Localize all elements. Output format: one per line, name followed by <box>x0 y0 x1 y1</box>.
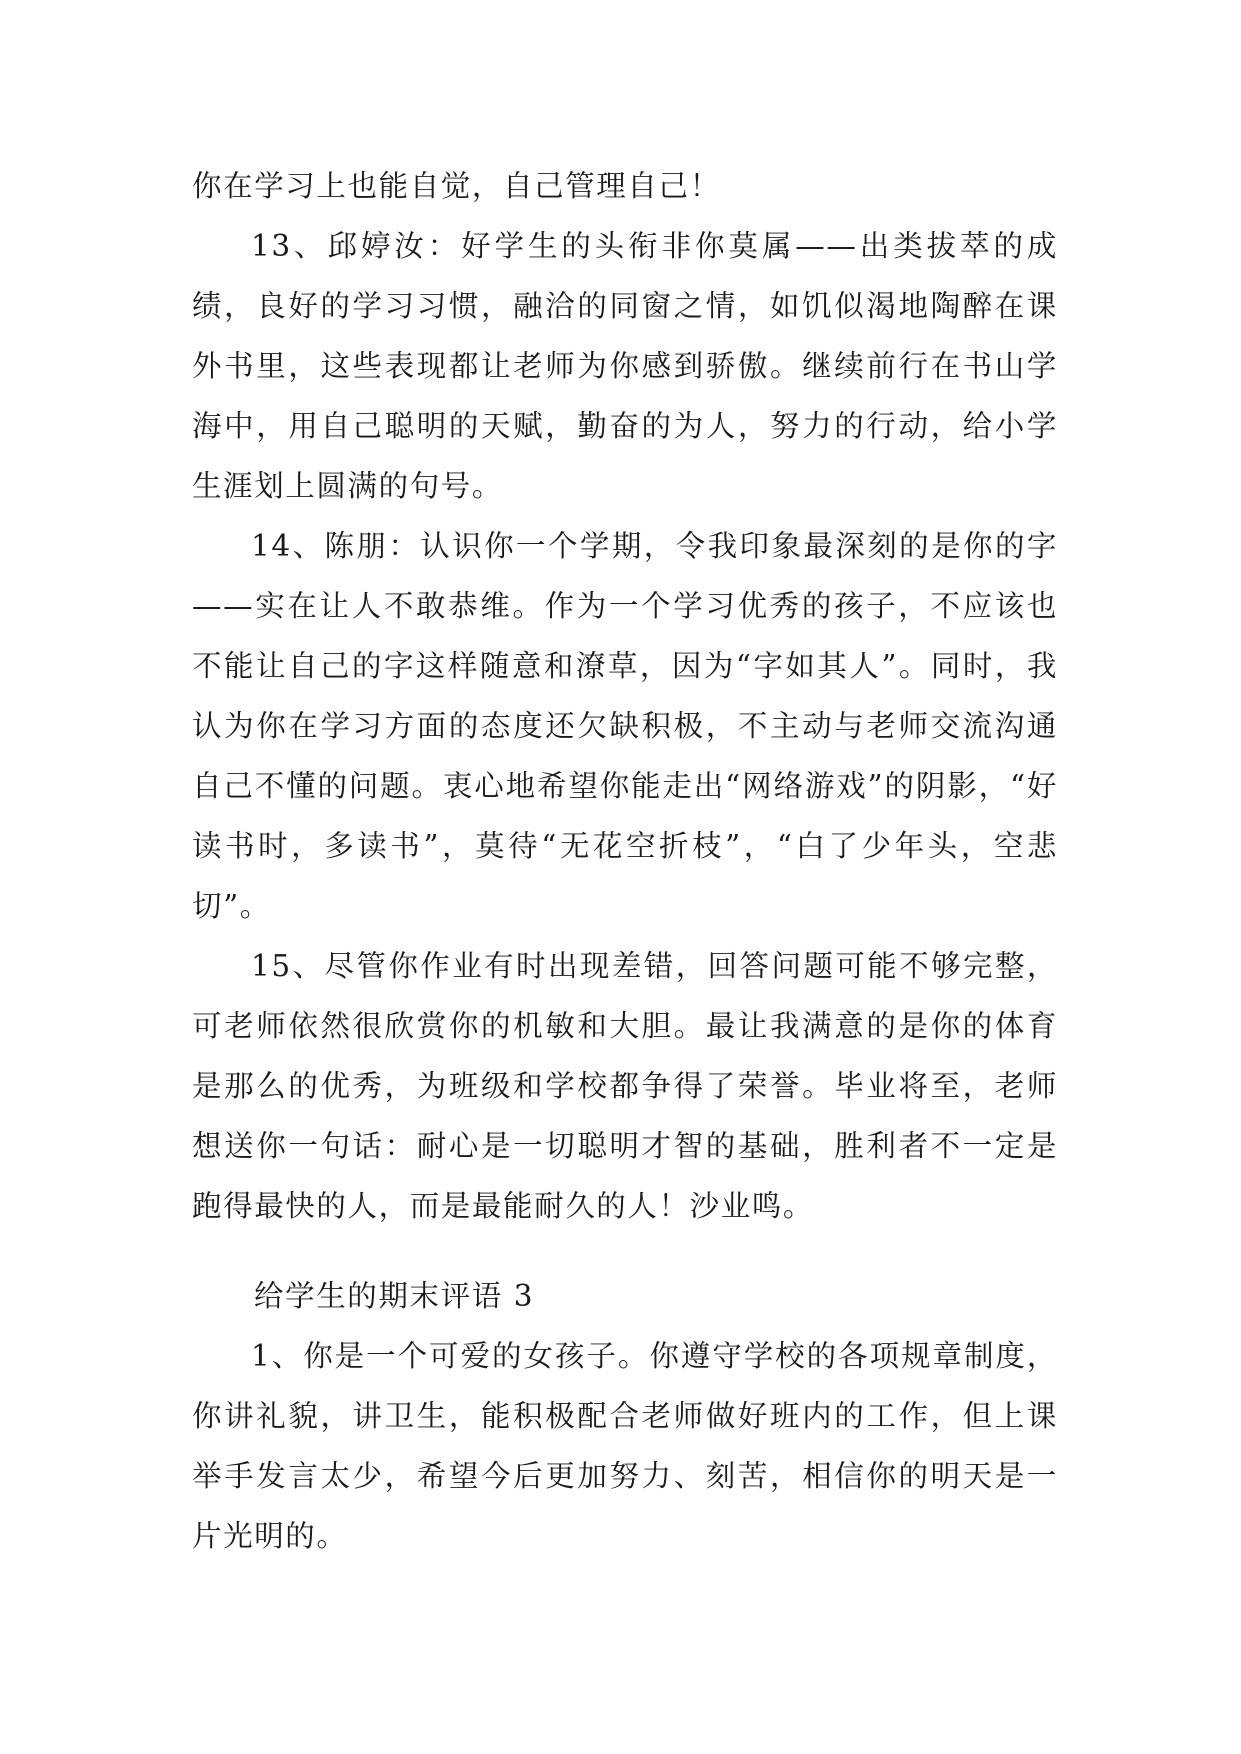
continuation-text: 你在学习上也能自觉，自己管理自己！ <box>192 169 721 203</box>
paragraph-15: 15、尽管你作业有时出现差错，回答问题可能不够完整，可老师依然很欣赏你的机敏和大胆。最让我满意的是你的体育是那么的优秀，为班级和学校都争得了荣誉。毕业将至，老师想送你一句话：耐心是一切聪明才智的基础，胜利者不一定是跑得最快的人，而是最能耐久的人！沙业鸣。 <box>192 949 1058 1223</box>
paragraph-13: 13、邱婷汝：好学生的头衔非你莫属——出类拔萃的成绩，良好的学习习惯，融洽的同窗之情，如饥似渴地陶醉在课外书里，这些表现都让老师为你感到骄傲。继续前行在书山学海中，用自己聪明的天赋，勤奋的为人，努力的行动，给小学生涯划上圆满的句号。 <box>192 229 1058 503</box>
section-title: 给学生的期末评语 3 <box>254 1279 535 1313</box>
paragraph-14: 14、陈朋：认识你一个学期，令我印象最深刻的是你的字——实在让人不敢恭维。作为一个学习优秀的孩子，不应该也不能让自己的字这样随意和潦草，因为“字如其人”。同时，我认为你在学习方面的态度还欠缺积极，不主动与老师交流沟通自己不懂的问题。衷心地希望你能走出“网络游戏”的阴影，“好读书时，多读书”，莫待“无花空折枝”，“白了少年头，空悲切”。 <box>192 529 1058 923</box>
section-paragraph-1: 1、你是一个可爱的女孩子。你遵守学校的各项规章制度，你讲礼貌，讲卫生，能积极配合老师做好班内的工作，但上课举手发言太少，希望今后更加努力、刻苦，相信你的明天是一片光明的。 <box>192 1339 1058 1553</box>
